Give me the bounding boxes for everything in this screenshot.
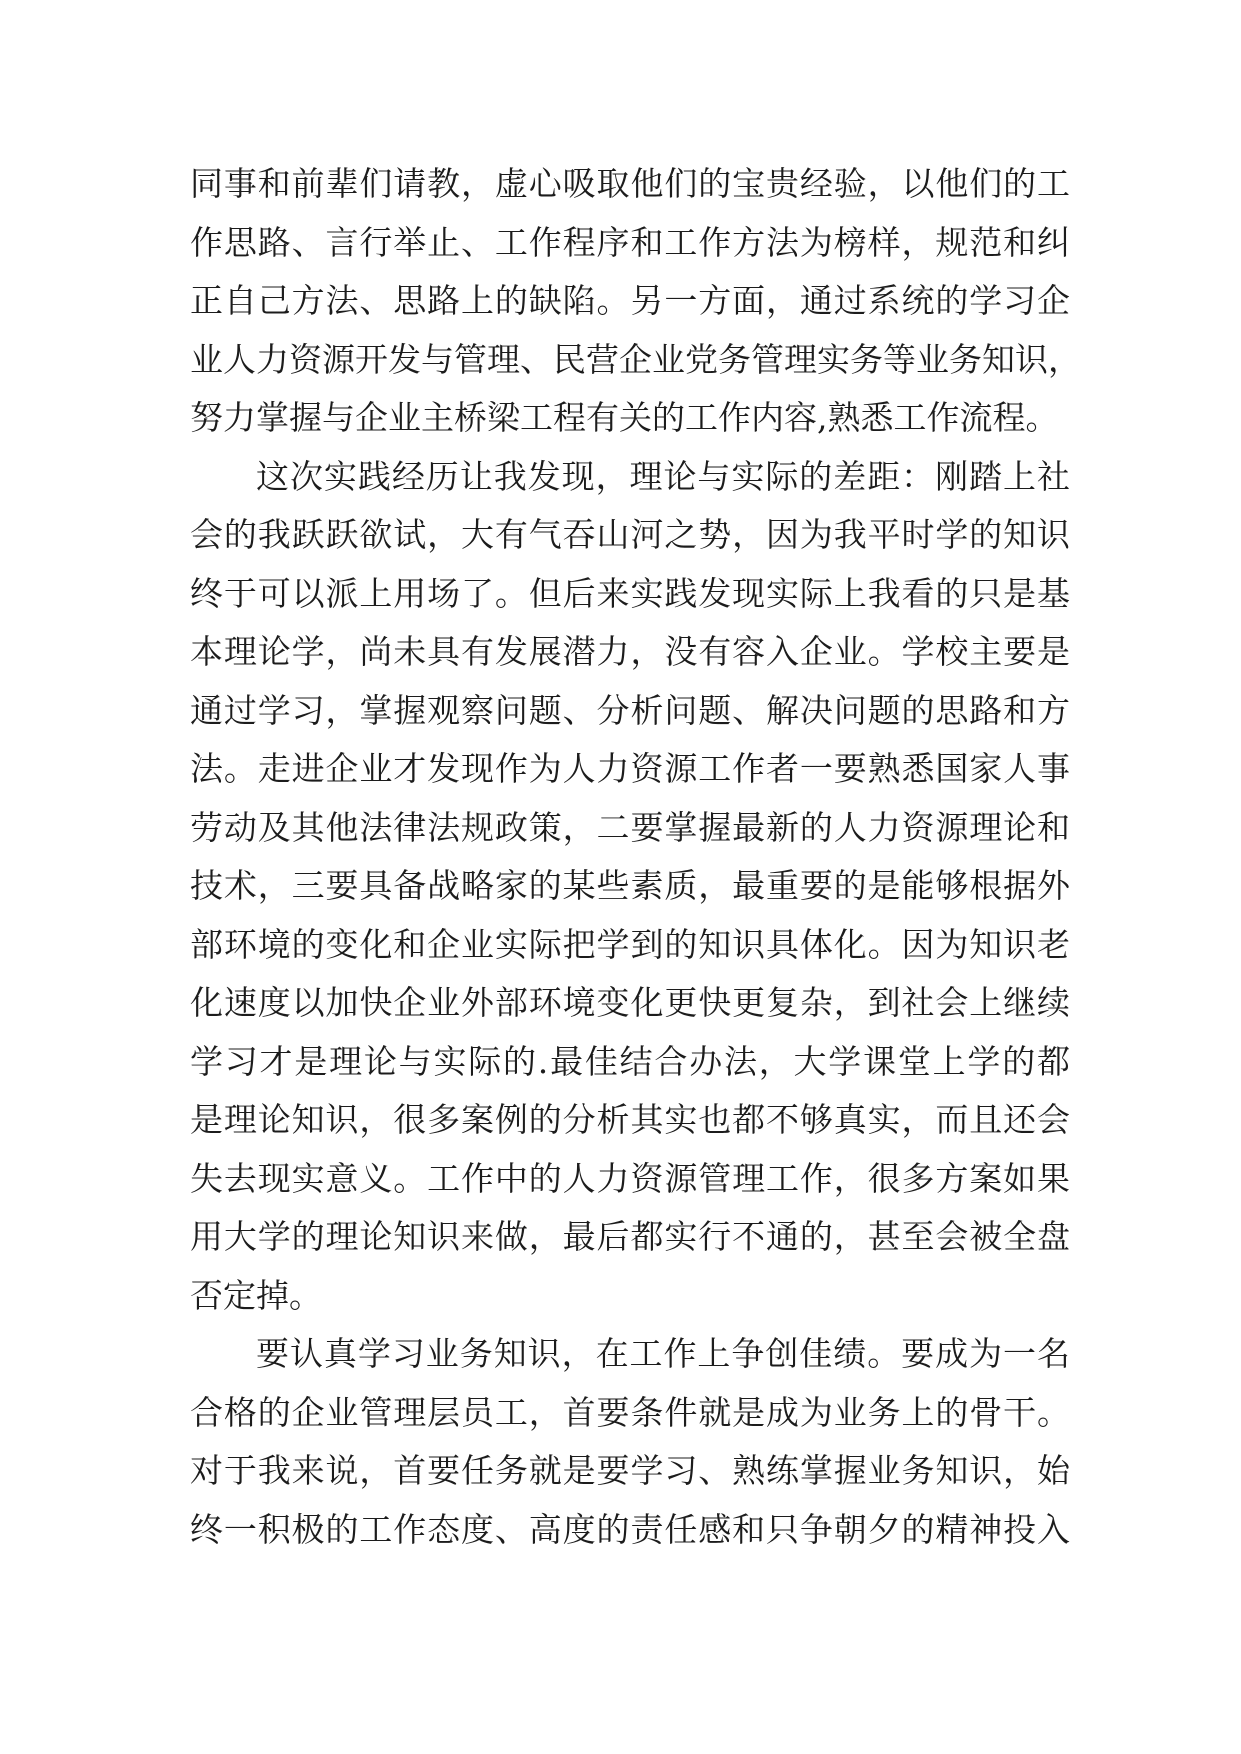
text-line: 部环境的变化和企业实际把学到的知识具体化。因为知识老: [190, 924, 1070, 964]
text-line: 这次实践经历让我发现，理论与实际的差距：刚踏上社: [256, 456, 1070, 496]
text-line: 劳动及其他法律法规政策，二要掌握最新的人力资源理论和: [190, 807, 1070, 847]
text-line: 本理论学，尚未具有发展潜力，没有容入企业。学校主要是: [190, 632, 1070, 671]
text-line: 努力掌握与企业主桥梁工程有关的工作内容,熟悉工作流程。: [190, 398, 1059, 437]
text-line: 要认真学习业务知识，在工作上争创佳绩。要成为一名: [256, 1334, 1070, 1373]
text-line: 用大学的理论知识来做，最后都实行不通的，甚至会被全盘: [190, 1217, 1070, 1256]
text-line: 终于可以派上用场了。但后来实践发现实际上我看的只是基: [190, 573, 1070, 613]
text-line: 否定掉。: [190, 1275, 322, 1315]
text-line: 终一积极的工作态度、高度的责任感和只争朝夕的精神投入: [190, 1509, 1070, 1549]
text-line: 作思路、言行举止、工作程序和工作方法为榜样，规范和纠: [190, 222, 1070, 262]
text-line: 失去现实意义。工作中的人力资源管理工作，很多方案如果: [190, 1158, 1070, 1198]
text-line: 学习才是理论与实际的.最佳结合办法，大学课堂上学的都: [190, 1041, 1070, 1081]
text-line: 是理论知识，很多案例的分析其实也都不够真实，而且还会: [190, 1100, 1070, 1139]
text-line: 业人力资源开发与管理、民营企业党务管理实务等业务知识，: [190, 339, 1081, 379]
text-line: 对于我来说，首要任务就是要学习、熟练掌握业务知识，始: [190, 1451, 1070, 1490]
text-line: 法。走进企业才发现作为人力资源工作者一要熟悉国家人事: [190, 749, 1070, 788]
body-text: [190, 155, 1081, 1559]
text-line: 通过学习，掌握观察问题、分析问题、解决问题的思路和方: [190, 690, 1070, 730]
text-line: 同事和前辈们请教，虚心吸取他们的宝贵经验，以他们的工: [190, 164, 1070, 203]
text-line: 合格的企业管理层员工，首要条件就是成为业务上的骨干。: [190, 1392, 1070, 1432]
text-line: 技术，三要具备战略家的某些素质，最重要的是能够根据外: [190, 866, 1070, 905]
text-line: 化速度以加快企业外部环境变化更快更复杂，到社会上继续: [190, 983, 1070, 1022]
text-line: 会的我跃跃欲试，大有气吞山河之势，因为我平时学的知识: [190, 515, 1070, 554]
text-line: 正自己方法、思路上的缺陷。另一方面，通过系统的学习企: [190, 281, 1070, 320]
